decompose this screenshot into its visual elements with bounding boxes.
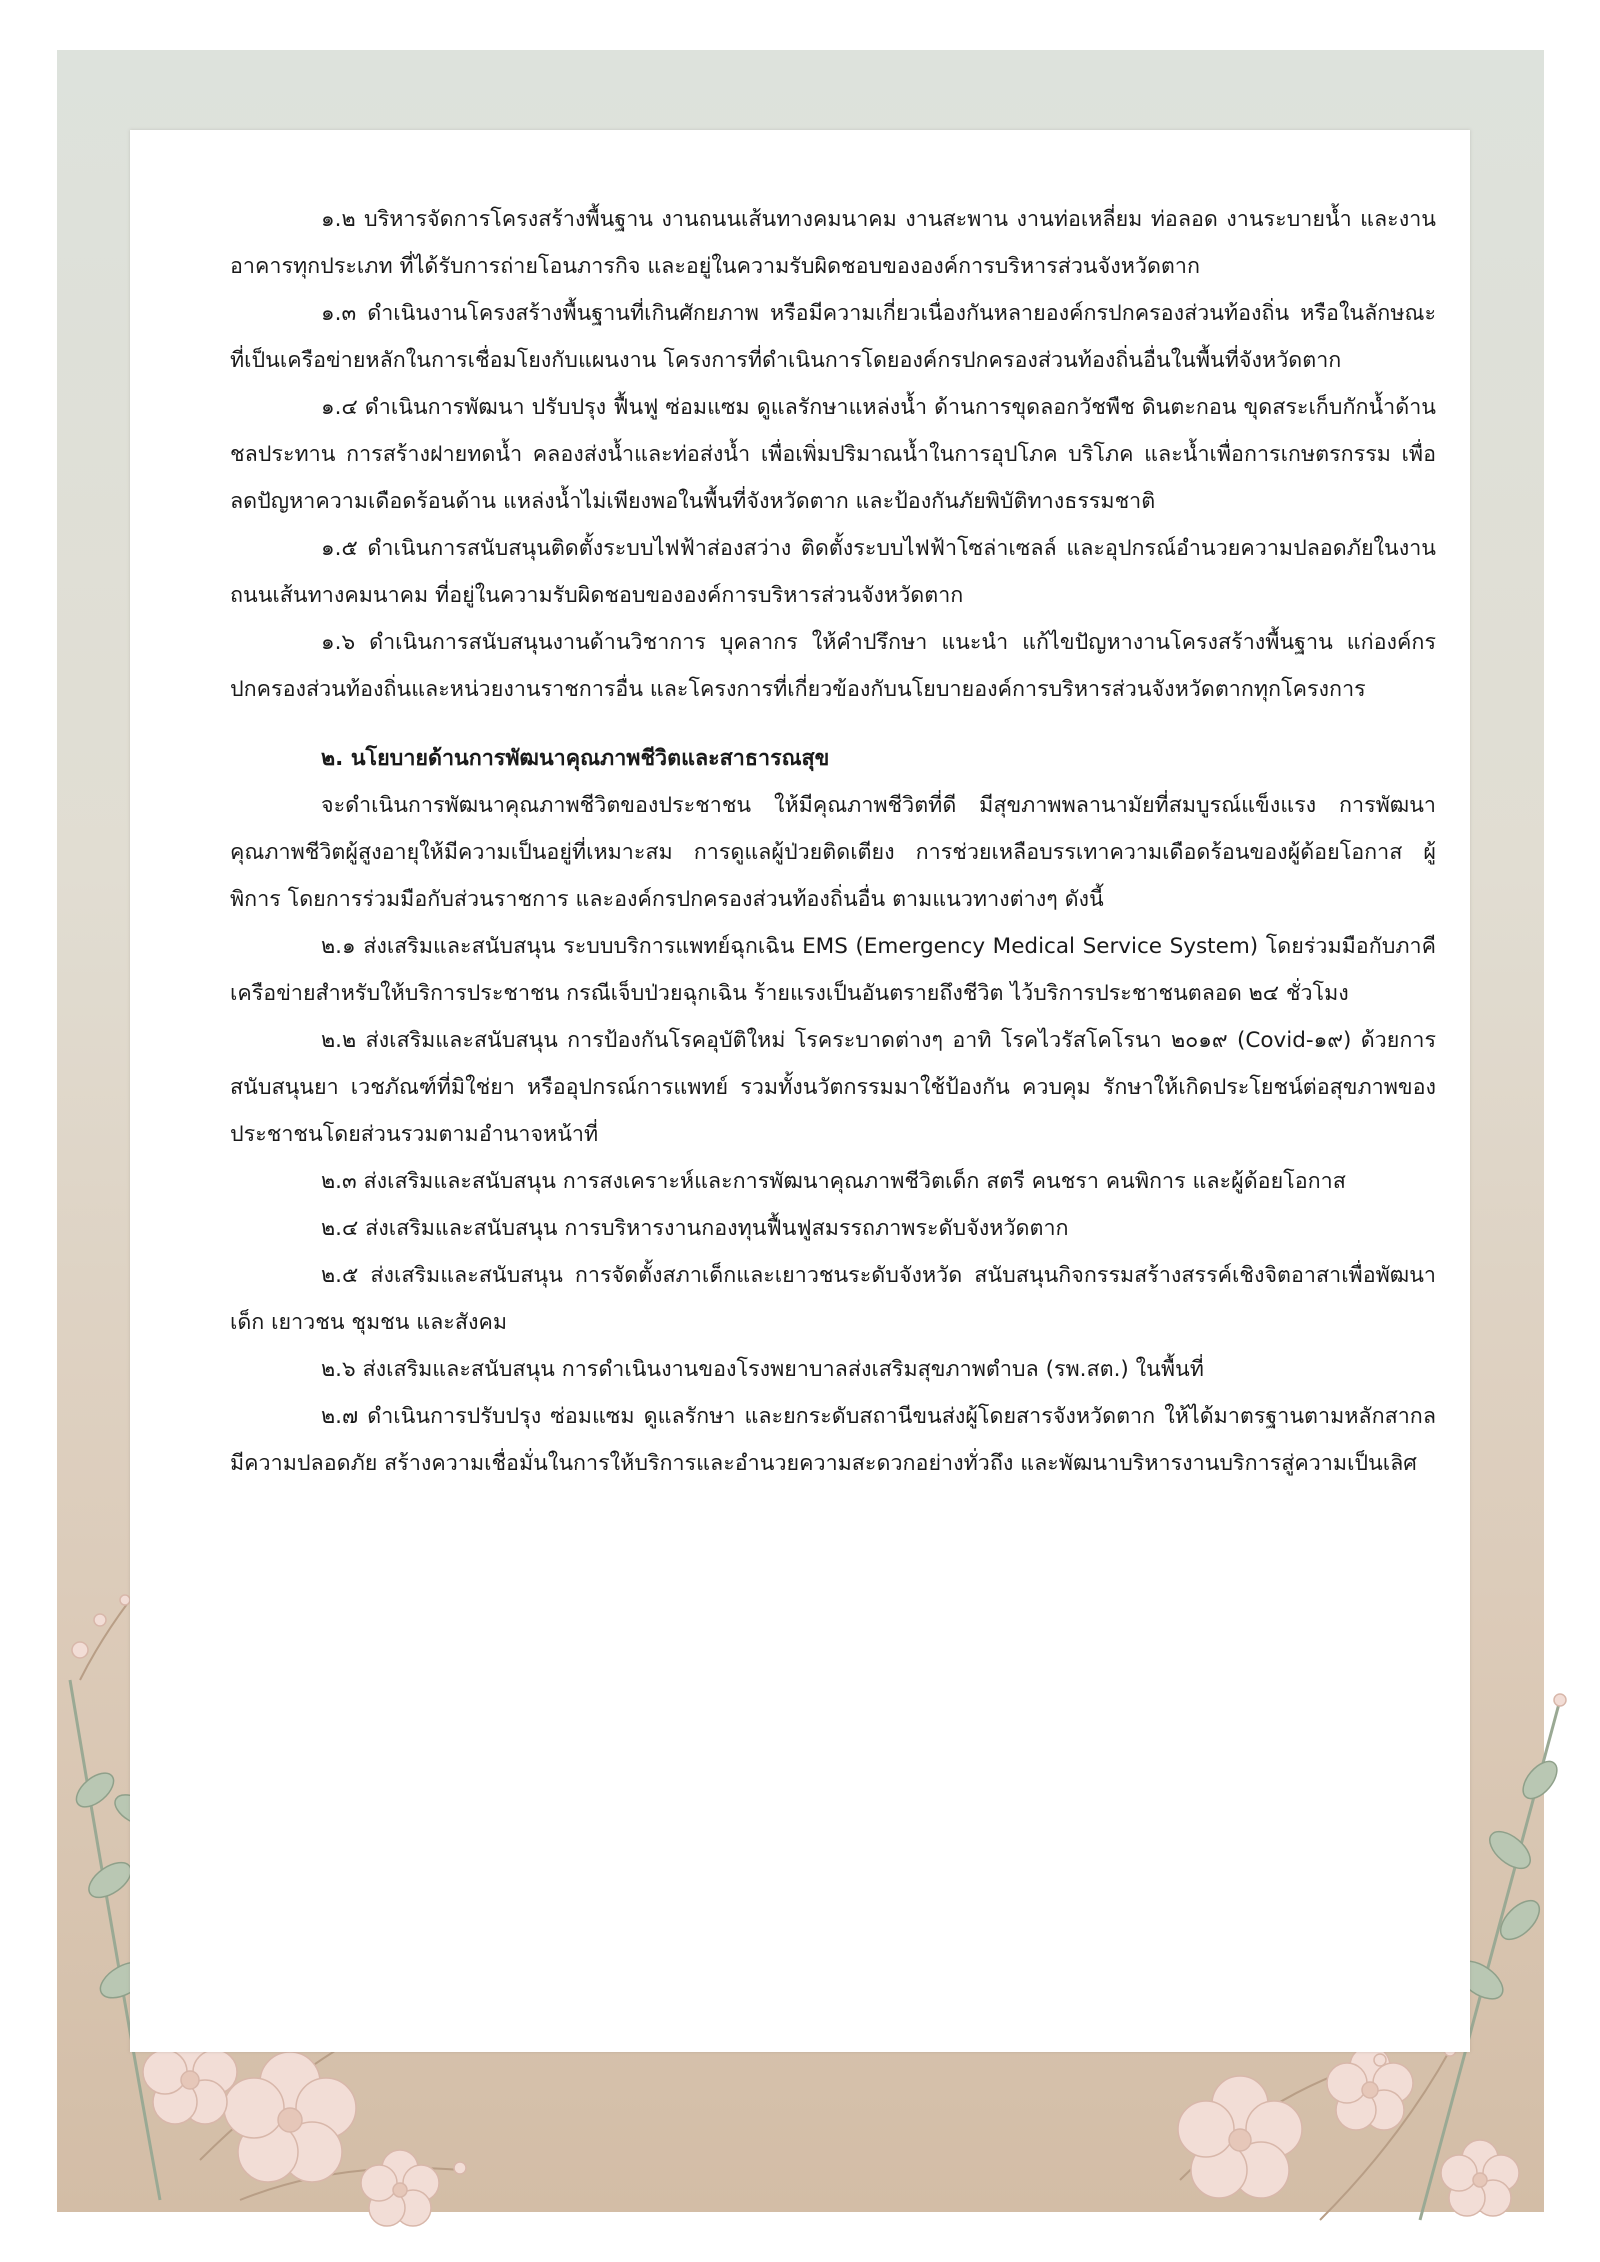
policy-item-1-6: ๑.๖ ดำเนินการสนับสนุนงานด้านวิชาการ บุคลากร ให้คำปรึกษา แนะนำ แก้ไขปัญหางานโครงสร้างพื้นฐาน แก่องค์กรปกครองส่วนท้องถิ่นและหน่วยงานราชการอื่น และโครงการที่เกี่ยวข้องกับนโยบายองค์การบริหารส่วนจังหวัดตากทุกโครงการ [230,630,1436,702]
policy-item-2-5: ๒.๕ ส่งเสริมและสนับสนุน การจัดตั้งสภาเด็กและเยาวชนระดับจังหวัด สนับสนุนกิจกรรมสร้างสรรค์เชิงจิตอาสาเพื่อพัฒนาเด็ก เยาวชน ชุมชน และสังคม [230,1263,1436,1335]
quality-of-life-policy-section [230,735,1436,1487]
policy-item-2-4: ๒.๔ ส่งเสริมและสนับสนุน การบริหารงานกองทุนฟื้นฟูสมรรถภาพระดับจังหวัดตาก [321,1216,1069,1241]
section-2-intro: จะดำเนินการพัฒนาคุณภาพชีวิตของประชาชน ให้มีคุณภาพชีวิตที่ดี มีสุขภาพพลานามัยที่สมบูรณ์แข็งแรง การพัฒนาคุณภาพชีวิตผู้สูงอายุให้มีความเป็นอยู่ที่เหมาะสม การดูแลผู้ป่วยติดเตียง การช่วยเหลือบรรเทาความเดือดร้อนของผู้ด้อยโอกาส ผู้พิการ โดยการร่วมมือกับส่วนราชการ และองค์กรปกครองส่วนท้องถิ่นอื่น ตามแนวทางต่างๆ ดังนี้ [230,793,1436,912]
policy-item-1-4: ๑.๔ ดำเนินการพัฒนา ปรับปรุง ฟื้นฟู ซ่อมแซม ดูแลรักษาแหล่งน้ำ ด้านการขุดลอกวัชพืช ดินตะกอน ขุดสระเก็บกักน้ำด้านชลประทาน การสร้างฝายทดน้ำ คลองส่งน้ำและท่อส่งน้ำ เพื่อเพิ่มปริมาณน้ำในการอุปโภค บริโภค และน้ำเพื่อการเกษตรกรรม เพื่อลดปัญหาความเดือดร้อนด้าน แหล่งน้ำไม่เพียงพอในพื้นที่จังหวัดตาก และป้องกันภัยพิบัติทางธรรมชาติ [230,395,1436,514]
document-body [230,196,1436,1487]
policy-item-1-5: ๑.๕ ดำเนินการสนับสนุนติดตั้งระบบไฟฟ้าส่องสว่าง ติดตั้งระบบไฟฟ้าโซล่าเซลล์ และอุปกรณ์อำนวยความปลอดภัยในงานถนนเส้นทางคมนาคม ที่อยู่ในความรับผิดชอบขององค์การบริหารส่วนจังหวัดตาก [230,536,1436,608]
policy-item-2-6: ๒.๖ ส่งเสริมและสนับสนุน การดำเนินงานของโรงพยาบาลส่งเสริมสุขภาพตำบล (รพ.สต.) ในพื้นที่ [321,1357,1204,1382]
policy-item-2-2: ๒.๒ ส่งเสริมและสนับสนุน การป้องกันโรคอุบัติใหม่ โรคระบาดต่างๆ อาทิ โรคไวรัสโคโรนา ๒๐๑๙ (Covid-๑๙) ด้วยการสนับสนุนยา เวชภัณฑ์ที่มิใช่ยา หรืออุปกรณ์การแพทย์ รวมทั้งนวัตกรรมมาใช้ป้องกัน ควบคุม รักษาให้เกิดประโยชน์ต่อสุขภาพของประชาชนโดยส่วนรวมตามอำนาจหน้าที่ [230,1028,1436,1147]
policy-item-2-7: ๒.๗ ดำเนินการปรับปรุง ซ่อมแซม ดูแลรักษา และยกระดับสถานีขนส่งผู้โดยสารจังหวัดตาก ให้ได้มาตรฐานตามหลักสากล มีความปลอดภัย สร้างความเชื่อมั่นในการให้บริการและอำนวยความสะดวกอย่างทั่วถึง และพัฒนาบริหารงานบริการสู่ความเป็นเลิศ [230,1404,1436,1476]
policy-item-1-3: ๑.๓ ดำเนินงานโครงสร้างพื้นฐานที่เกินศักยภาพ หรือมีความเกี่ยวเนื่องกันหลายองค์กรปกครองส่วนท้องถิ่น หรือในลักษณะที่เป็นเครือข่ายหลักในการเชื่อมโยงกับแผนงาน โครงการที่ดำเนินการโดยองค์กรปกครองส่วนท้องถิ่นอื่นในพื้นที่จังหวัดตาก [230,301,1436,373]
section-2-heading: ๒. นโยบายด้านการพัฒนาคุณภาพชีวิตและสาธารณสุข [321,746,830,771]
policy-item-2-3: ๒.๓ ส่งเสริมและสนับสนุน การสงเคราะห์และการพัฒนาคุณภาพชีวิตเด็ก สตรี คนชรา คนพิการ และผู้ด้อยโอกาส [321,1169,1346,1194]
policy-item-2-1: ๒.๑ ส่งเสริมและสนับสนุน ระบบบริการแพทย์ฉุกเฉิน EMS (Emergency Medical Service System) โดยร่วมมือกับภาคีเครือข่ายสำหรับให้บริการประชาชน กรณีเจ็บป่วยฉุกเฉิน ร้ายแรงเป็นอันตรายถึงชีวิต ไว้บริการประชาชนตลอด ๒๔ ชั่วโมง [230,934,1436,1006]
policy-item-1-2: ๑.๒ บริหารจัดการโครงสร้างพื้นฐาน งานถนนเส้นทางคมนาคม งานสะพาน งานท่อเหลี่ยม ท่อลอด งานระบายน้ำ และงานอาคารทุกประเภท ที่ได้รับการถ่ายโอนภารกิจ และอยู่ในความรับผิดชอบขององค์การบริหารส่วนจังหวัดตาก [230,207,1436,279]
infrastructure-policy-items [230,196,1436,713]
